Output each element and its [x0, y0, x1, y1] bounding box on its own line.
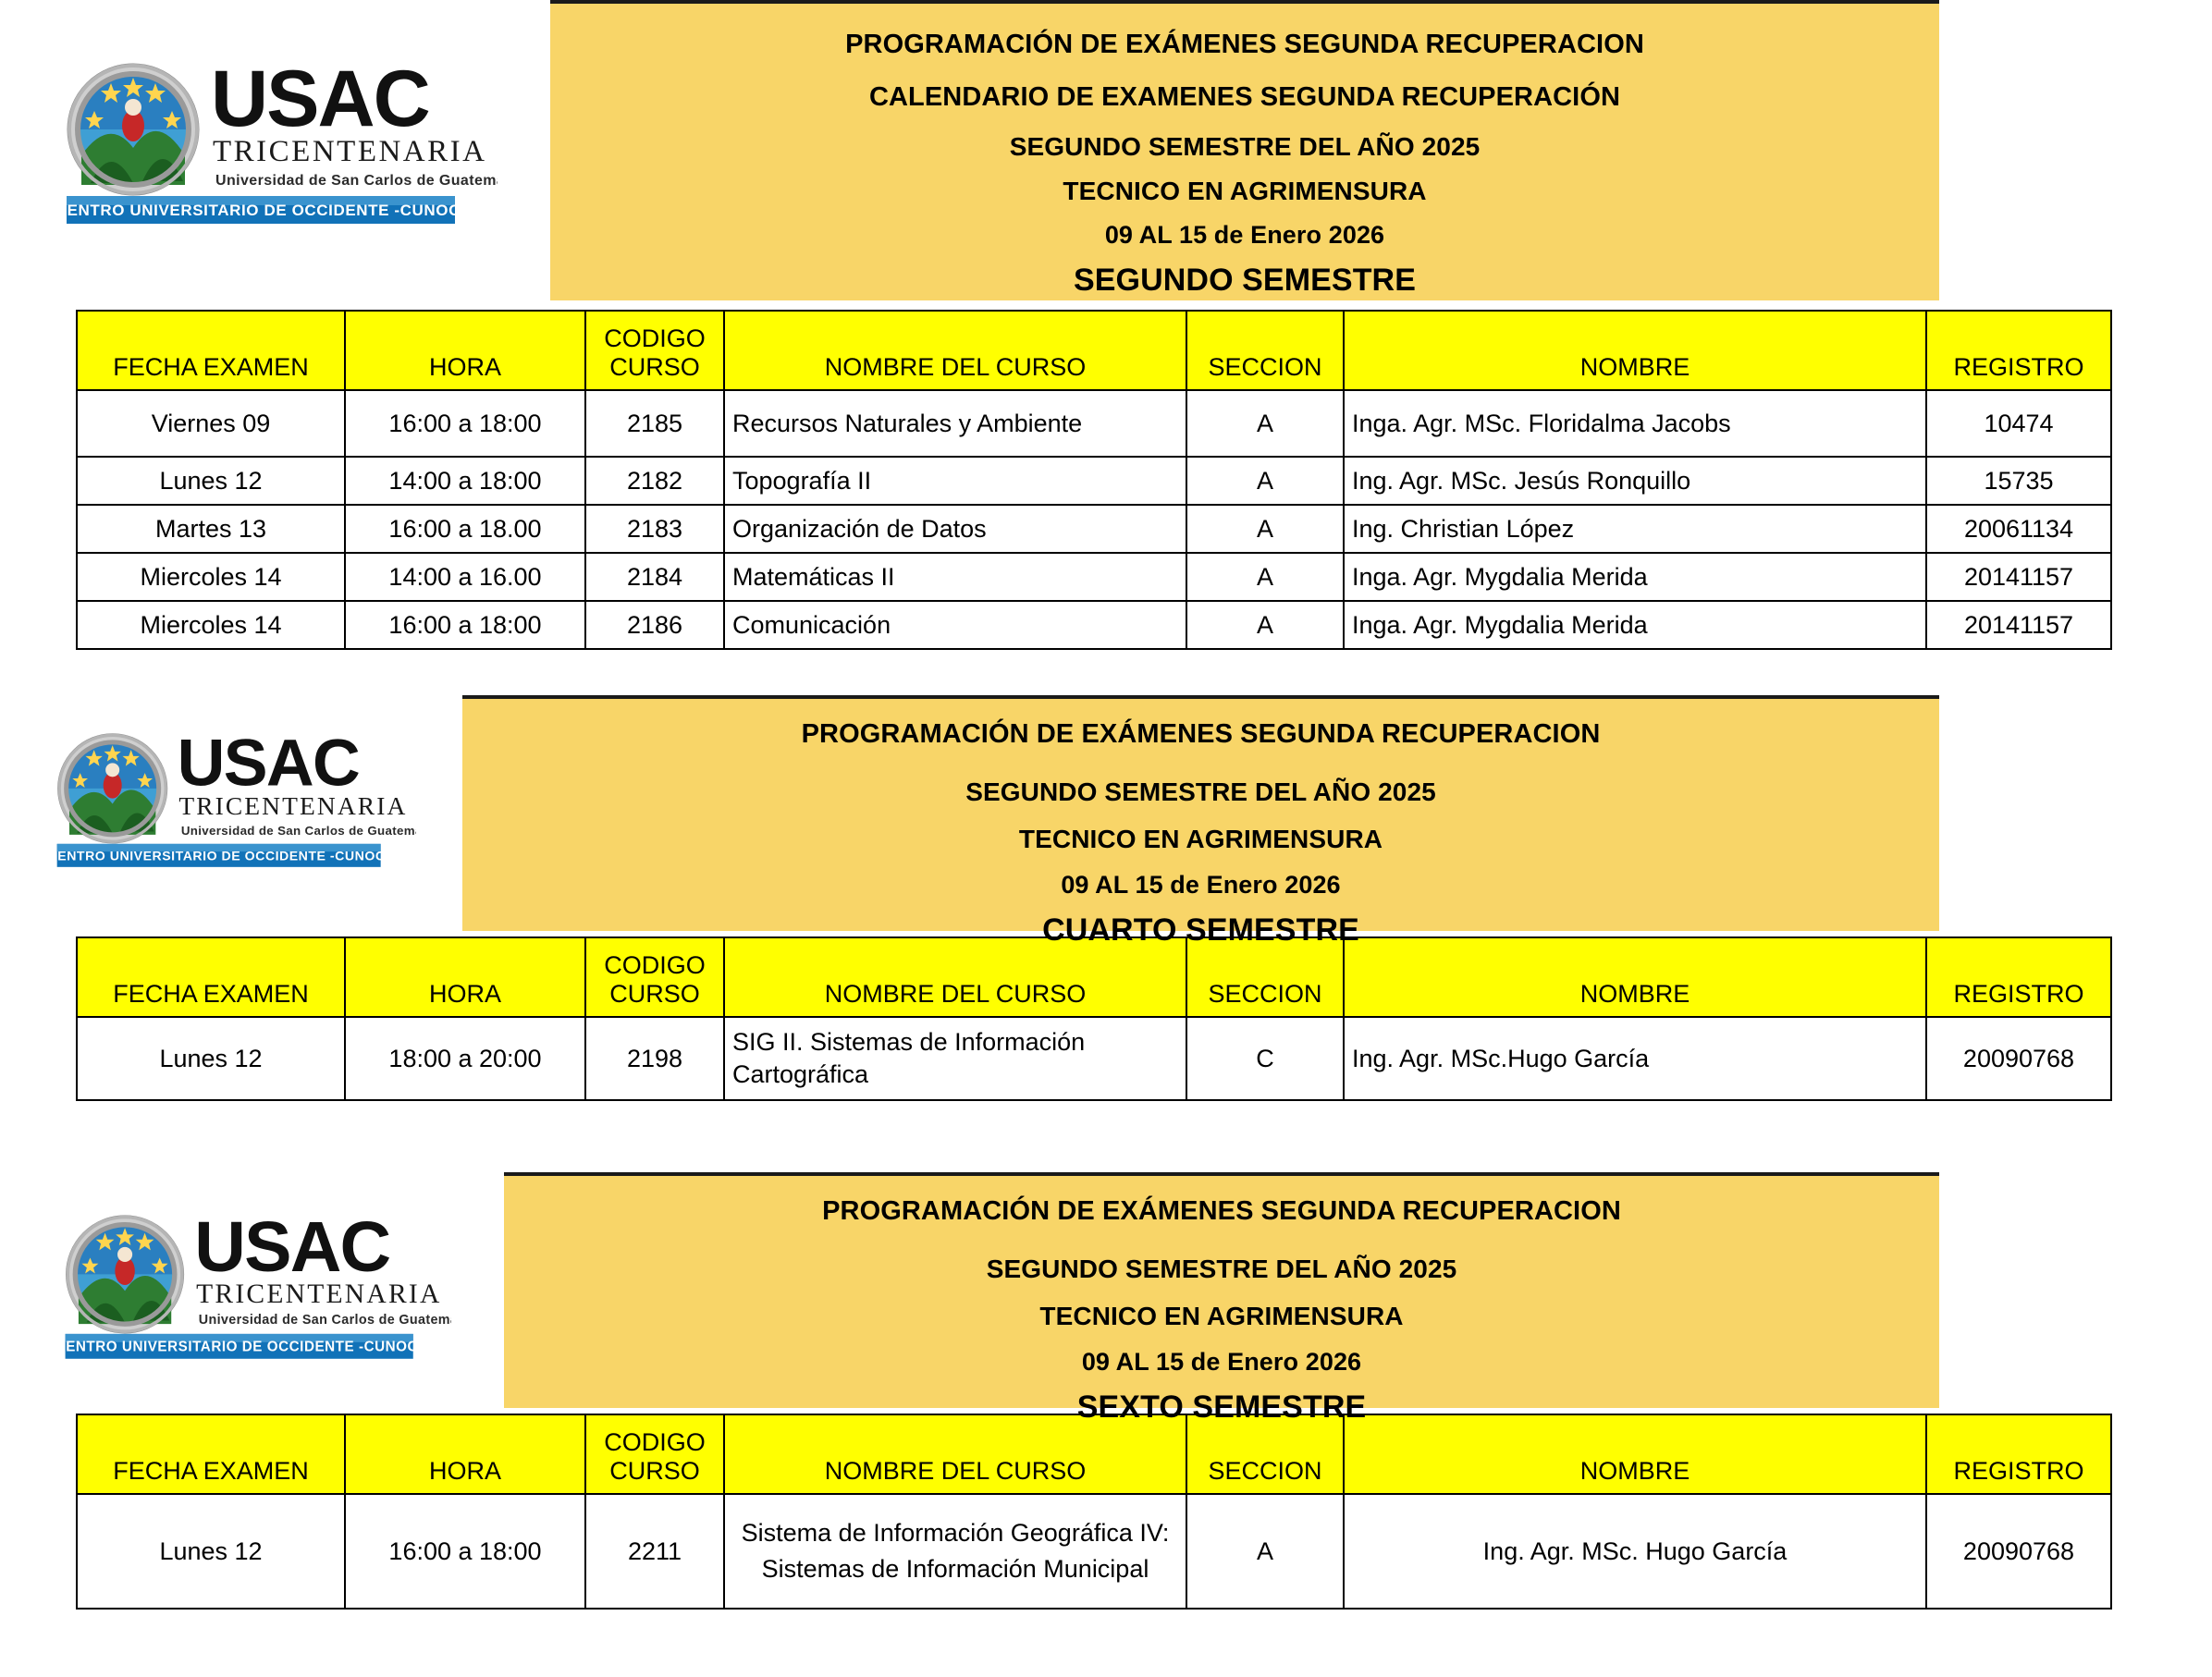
- col-header-codigo-line2: CURSO: [609, 979, 700, 1008]
- exam-table-cuarto-semestre: [76, 936, 2112, 1101]
- usac-wordmark: USAC: [193, 1206, 389, 1287]
- title-panel-3: [504, 1172, 1939, 1425]
- cell-seccion: A: [1186, 457, 1344, 505]
- cell-codigo: 2184: [585, 553, 724, 601]
- usac-wordmark: USAC: [177, 726, 360, 801]
- usac-logo: [46, 717, 416, 900]
- table-row: [77, 390, 2111, 457]
- col-header-codigo-line2: CURSO: [609, 1456, 700, 1485]
- col-header-hora: HORA: [345, 1414, 585, 1494]
- header-line-1: PROGRAMACIÓN DE EXÁMENES SEGUNDA RECUPERACION: [822, 1196, 1621, 1226]
- col-header-nombre: NOMBRE: [1344, 311, 1926, 390]
- usac-university-line: Universidad de San Carlos de Guatemala: [180, 823, 416, 838]
- semester-label-3: SEXTO SEMESTRE: [1076, 1389, 1367, 1425]
- col-header-registro: REGISTRO: [1926, 311, 2111, 390]
- cell-hora: 16:00 a 18:00: [345, 390, 585, 457]
- cell-seccion: A: [1186, 553, 1344, 601]
- cell-codigo: 2183: [585, 505, 724, 553]
- header-line-2: SEGUNDO SEMESTRE DEL AÑO 2025: [965, 777, 1436, 807]
- col-header-codigo: [585, 311, 724, 390]
- header-line-2: CALENDARIO DE EXAMENES SEGUNDA RECUPERACIÓN: [868, 82, 1621, 113]
- header-band-3: [0, 1172, 2212, 1425]
- header-line-5: 09 AL 15 de Enero 2026: [1104, 221, 1385, 250]
- header-line-1: PROGRAMACIÓN DE EXÁMENES SEGUNDA RECUPERACION: [845, 30, 1644, 59]
- col-header-nombre: NOMBRE: [1344, 937, 1926, 1017]
- cell-registro: 20141157: [1926, 601, 2111, 649]
- col-header-registro: REGISTRO: [1926, 1414, 2111, 1494]
- col-header-curso: NOMBRE DEL CURSO: [724, 1414, 1186, 1494]
- title-panel-1: [550, 0, 1939, 300]
- header-line-3: TECNICO EN AGRIMENSURA: [1039, 1301, 1404, 1330]
- section-segundo-semestre: [0, 0, 2212, 666]
- section-cuarto-semestre: [0, 695, 2212, 1130]
- logo-cell-2: [0, 695, 462, 931]
- col-header-fecha: FECHA EXAMEN: [77, 311, 345, 390]
- cell-curso: Matemáticas II: [724, 553, 1186, 601]
- cell-fecha: Viernes 09: [77, 390, 345, 457]
- table-header-row: [77, 937, 2111, 1017]
- header-line-4: TECNICO EN AGRIMENSURA: [1063, 176, 1427, 205]
- cell-nombre: Inga. Agr. MSc. Floridalma Jacobs: [1344, 390, 1926, 457]
- usac-logo-svg: [54, 44, 498, 257]
- table-header-row: [77, 311, 2111, 390]
- usac-university-line: Universidad de San Carlos de Guatemala: [198, 1313, 451, 1328]
- cell-nombre: Ing. Agr. MSc. Hugo García: [1344, 1494, 1926, 1609]
- cell-hora: 14:00 a 18:00: [345, 457, 585, 505]
- col-header-nombre: NOMBRE: [1344, 1414, 1926, 1494]
- cell-codigo: 2211: [585, 1494, 724, 1609]
- usac-wordmark: USAC: [210, 55, 429, 143]
- col-header-fecha: FECHA EXAMEN: [77, 937, 345, 1017]
- cunoc-banner-label: CENTRO UNIVERSITARIO DE OCCIDENTE -CUNOC-: [55, 1339, 424, 1355]
- cunoc-banner-label: CENTRO UNIVERSITARIO DE OCCIDENTE -CUNOC-: [55, 202, 466, 219]
- cunoc-banner-label: CENTRO UNIVERSITARIO DE OCCIDENTE -CUNOC-: [47, 849, 390, 864]
- col-header-codigo: [585, 937, 724, 1017]
- cell-fecha: Miercoles 14: [77, 553, 345, 601]
- header-line-4: 09 AL 15 de Enero 2026: [1081, 1347, 1362, 1376]
- usac-seal-icon: [68, 65, 198, 194]
- header-line-4: 09 AL 15 de Enero 2026: [1061, 870, 1341, 899]
- cell-registro: 20141157: [1926, 553, 2111, 601]
- col-header-codigo: [585, 1414, 724, 1494]
- cell-fecha: Lunes 12: [77, 1494, 345, 1609]
- cell-hora: 18:00 a 20:00: [345, 1017, 585, 1100]
- cell-codigo: 2185: [585, 390, 724, 457]
- cell-curso: Sistema de Información Geográfica IV: Sistemas de Información Municipal: [724, 1494, 1186, 1609]
- cell-curso: Topografía II: [724, 457, 1186, 505]
- cell-seccion: A: [1186, 505, 1344, 553]
- cell-registro: 15735: [1926, 457, 2111, 505]
- cell-nombre: Inga. Agr. Mygdalia Merida: [1344, 553, 1926, 601]
- cell-hora: 16:00 a 18:00: [345, 1494, 585, 1609]
- cell-nombre: Inga. Agr. Mygdalia Merida: [1344, 601, 1926, 649]
- cell-fecha: Lunes 12: [77, 457, 345, 505]
- usac-tagline: TRICENTENARIA: [178, 791, 408, 821]
- header-line-3: SEGUNDO SEMESTRE DEL AÑO 2025: [1009, 131, 1481, 161]
- cell-curso: Comunicación: [724, 601, 1186, 649]
- cell-seccion: A: [1186, 1494, 1344, 1609]
- col-header-codigo-line1: CODIGO: [604, 950, 706, 979]
- section-sexto-semestre: [0, 1172, 2212, 1607]
- col-header-seccion: SECCION: [1186, 937, 1344, 1017]
- cell-curso: SIG II. Sistemas de Información Cartográfica: [724, 1017, 1186, 1100]
- col-header-curso: NOMBRE DEL CURSO: [724, 937, 1186, 1017]
- cell-seccion: A: [1186, 601, 1344, 649]
- col-header-seccion: SECCION: [1186, 311, 1344, 390]
- usac-logo: [54, 1198, 451, 1393]
- table-row: [77, 553, 2111, 601]
- col-header-codigo-line1: CODIGO: [604, 324, 706, 352]
- col-header-registro: REGISTRO: [1926, 937, 2111, 1017]
- usac-logo-svg: [46, 717, 416, 895]
- cell-fecha: Miercoles 14: [77, 601, 345, 649]
- header-line-2: SEGUNDO SEMESTRE DEL AÑO 2025: [986, 1255, 1457, 1284]
- cell-codigo: 2182: [585, 457, 724, 505]
- usac-tagline: TRICENTENARIA: [195, 1279, 442, 1309]
- semester-label-2: CUARTO SEMESTRE: [1042, 912, 1359, 948]
- header-line-1: PROGRAMACIÓN DE EXÁMENES SEGUNDA RECUPERACION: [801, 719, 1601, 749]
- col-header-curso: NOMBRE DEL CURSO: [724, 311, 1186, 390]
- title-panel-2: [462, 695, 1939, 948]
- cell-hora: 16:00 a 18:00: [345, 601, 585, 649]
- semester-label-1: SEGUNDO SEMESTRE: [1074, 263, 1416, 299]
- col-header-seccion: SECCION: [1186, 1414, 1344, 1494]
- cell-hora: 16:00 a 18.00: [345, 505, 585, 553]
- col-header-hora: HORA: [345, 937, 585, 1017]
- usac-seal-icon: [67, 1217, 182, 1332]
- table-row: [77, 457, 2111, 505]
- cell-fecha: Martes 13: [77, 505, 345, 553]
- table-header-row: [77, 1414, 2111, 1494]
- cell-registro: 10474: [1926, 390, 2111, 457]
- table-row: [77, 601, 2111, 649]
- usac-university-line: Universidad de San Carlos de Guatemala: [215, 173, 498, 189]
- table-row: [77, 1017, 2111, 1100]
- cell-curso: Recursos Naturales y Ambiente: [724, 390, 1186, 457]
- col-header-fecha: FECHA EXAMEN: [77, 1414, 345, 1494]
- usac-logo: [54, 44, 498, 262]
- col-header-codigo-line2: CURSO: [609, 352, 700, 381]
- cell-nombre: Ing. Agr. MSc. Jesús Ronquillo: [1344, 457, 1926, 505]
- table-row: [77, 505, 2111, 553]
- cell-codigo: 2186: [585, 601, 724, 649]
- cell-seccion: A: [1186, 390, 1344, 457]
- logo-cell-1: [0, 0, 550, 300]
- logo-cell-3: [0, 1172, 504, 1408]
- cell-hora: 14:00 a 16.00: [345, 553, 585, 601]
- table-row: [77, 1494, 2111, 1609]
- cell-curso: Organización de Datos: [724, 505, 1186, 553]
- cell-nombre: Ing. Christian López: [1344, 505, 1926, 553]
- cell-registro: 20061134: [1926, 505, 2111, 553]
- exam-table-segundo-semestre: [76, 310, 2112, 650]
- cell-nombre: Ing. Agr. MSc.Hugo García: [1344, 1017, 1926, 1100]
- usac-seal-icon: [58, 735, 166, 843]
- col-header-codigo-line1: CODIGO: [604, 1427, 706, 1456]
- cell-seccion: C: [1186, 1017, 1344, 1100]
- usac-tagline: TRICENTENARIA: [212, 135, 486, 168]
- cell-fecha: Lunes 12: [77, 1017, 345, 1100]
- exam-table-sexto-semestre: [76, 1414, 2112, 1610]
- usac-logo-svg: [54, 1198, 451, 1389]
- cell-registro: 20090768: [1926, 1017, 2111, 1100]
- cell-registro: 20090768: [1926, 1494, 2111, 1609]
- cell-codigo: 2198: [585, 1017, 724, 1100]
- header-line-3: TECNICO EN AGRIMENSURA: [1018, 824, 1383, 853]
- header-band-1: [0, 0, 2212, 300]
- header-band-2: [0, 695, 2212, 948]
- col-header-hora: HORA: [345, 311, 585, 390]
